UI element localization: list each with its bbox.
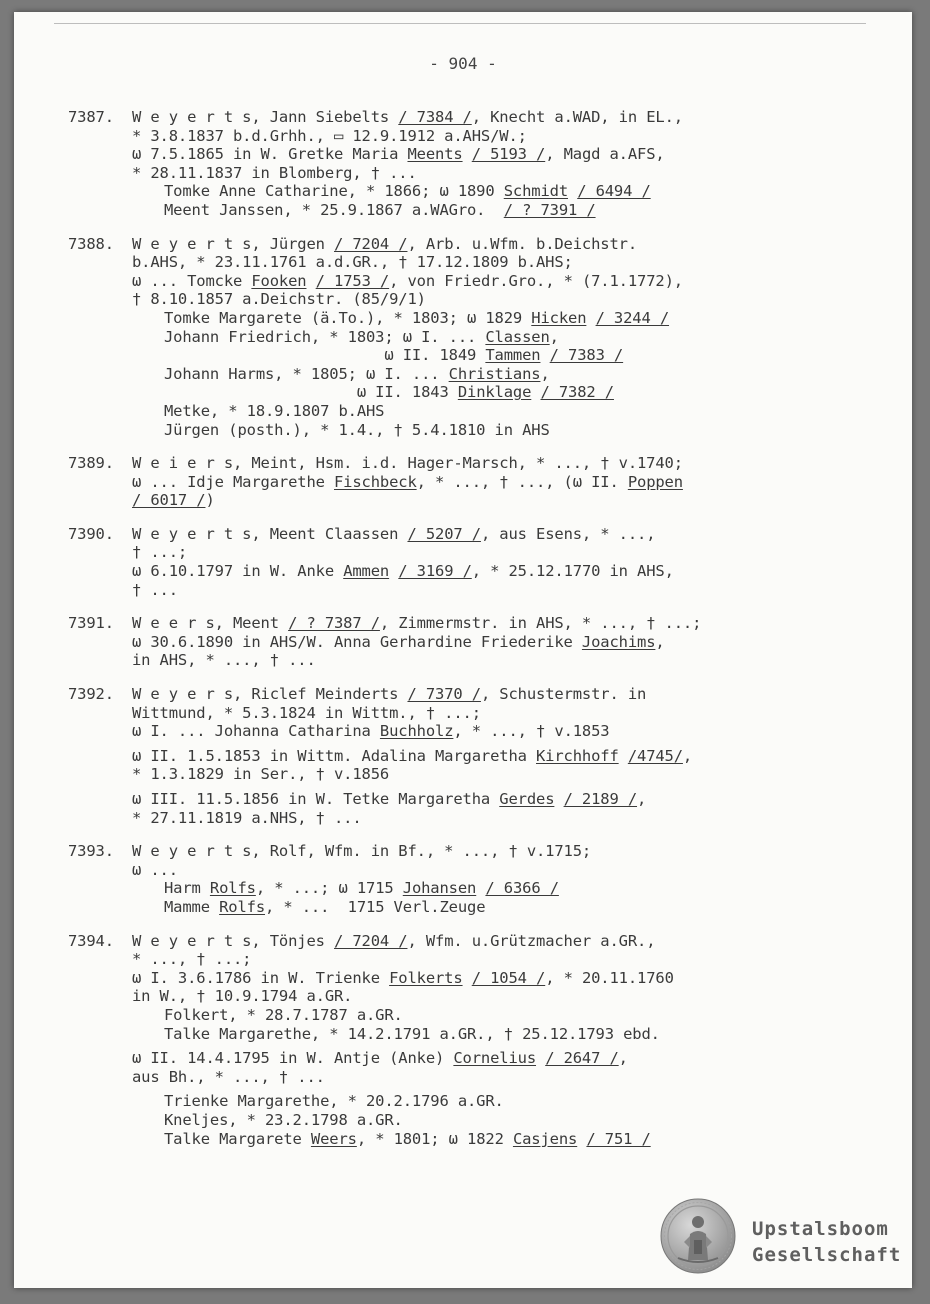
text-span: ω ... Tomcke — [132, 271, 252, 290]
underlined-ref: / 6017 / — [132, 491, 206, 510]
child-line — [132, 421, 868, 440]
underlined-ref: Buchholz — [379, 722, 454, 741]
underlined-ref: Gerdes — [499, 790, 555, 808]
text-span: ω II. 14.4.1795 in W. Antje (Anke) — [132, 1049, 454, 1068]
text-span: W e y e r t s, Rolf, Wfm. in Bf., * ..., † v.1715; — [132, 842, 592, 861]
entry-line — [132, 950, 868, 969]
entry-line — [132, 651, 868, 670]
entry-line — [132, 790, 868, 809]
text-span: Talke Margarete — [164, 1129, 311, 1148]
page-number: - 904 - — [429, 54, 497, 73]
entry-line — [132, 164, 868, 183]
text-span: ) — [205, 491, 215, 510]
entry-line — [132, 932, 868, 951]
text-span: Harm — [164, 879, 210, 898]
underlined-ref: / 5207 / — [407, 524, 481, 543]
text-span: † 8.10.1857 a.Deichstr. (85/9/1) — [132, 290, 426, 309]
child-line — [132, 365, 868, 384]
entry-line — [132, 127, 868, 146]
underlined-ref: / 3244 / — [595, 308, 670, 327]
child-line — [132, 1130, 868, 1149]
underlined-ref: Poppen — [627, 472, 683, 491]
underlined-ref: Dinklage — [457, 383, 532, 402]
underlined-ref: / 7204 / — [334, 234, 408, 253]
text-span — [540, 346, 549, 364]
text-span: Mamme — [164, 897, 220, 916]
text-span: , von Friedr.Gro., * (7.1.1772), — [389, 271, 683, 290]
text-span: * 28.11.1837 in Blomberg, † ... — [132, 163, 417, 182]
text-span: Trienke Margarethe, * 20.2.1796 a.GR. — [164, 1092, 504, 1111]
text-span: , Schustermstr. in — [480, 685, 647, 704]
underlined-ref: / 7384 / — [398, 108, 472, 126]
text-span: W e i e r s, Meint, Hsm. i.d. Hager-Marsch, * ..., † v.1740; — [132, 454, 683, 473]
entry-line — [132, 747, 868, 766]
underlined-ref: / 5193 / — [471, 145, 546, 164]
entry-7393 — [68, 842, 868, 916]
text-span: aus Bh., * ..., † ... — [132, 1067, 325, 1086]
entry-number: 7390. — [68, 524, 114, 543]
child-line — [132, 383, 868, 402]
text-span: W e e r s, Meent — [132, 614, 289, 633]
underlined-ref: /4745/ — [627, 746, 683, 765]
text-span: , * 20.11.1760 — [545, 968, 674, 987]
text-span: Wittmund, * 5.3.1824 in Wittm., † ...; — [132, 703, 481, 722]
text-span: W e y e r t s, Jürgen — [132, 234, 334, 253]
text-span: † ...; — [132, 543, 188, 562]
text-span: , Zimmermstr. in AHS, * ..., † ...; — [379, 614, 702, 633]
text-span: Talke Margarethe, * 14.2.1791 a.GR., † 25.12.1793 ebd. — [164, 1024, 660, 1043]
child-line — [132, 1111, 868, 1130]
text-span — [389, 562, 398, 580]
text-span: W e y e r t s, Tönjes — [132, 931, 334, 950]
entry-line — [132, 235, 868, 254]
entry-number: 7387. — [68, 108, 114, 126]
document-page — [14, 12, 912, 1288]
underlined-ref: Folkerts — [389, 968, 463, 987]
child-line — [132, 898, 868, 917]
entry-line — [132, 861, 868, 880]
child-line — [132, 346, 868, 365]
text-span: , * 1801; ω 1822 — [356, 1129, 513, 1148]
text-span: W e y e r t s, Jann Siebelts — [132, 108, 399, 126]
underlined-ref: Hicken — [531, 308, 587, 327]
brand-line-1: Upstalsboom — [752, 1218, 889, 1240]
entry-number: 7392. — [68, 685, 114, 704]
entry-line — [132, 614, 868, 633]
entry-number: 7391. — [68, 614, 114, 633]
underlined-ref: / 2647 / — [545, 1049, 619, 1068]
entry-number: 7388. — [68, 234, 114, 253]
underlined-ref: Tammen — [485, 346, 541, 365]
entry-line — [132, 809, 868, 828]
text-span: ω ... — [132, 860, 178, 879]
child-line — [132, 328, 868, 347]
underlined-ref: / ? 7391 / — [503, 200, 596, 219]
text-span: Kneljes, * 23.2.1798 a.GR. — [164, 1110, 403, 1129]
text-span: , * ..., † v.1853 — [453, 722, 610, 741]
top-rule — [54, 23, 866, 24]
text-span: ω III. 11.5.1856 in W. Tetke Margaretha — [132, 790, 500, 808]
entry-line — [132, 722, 868, 741]
child-line — [132, 201, 868, 220]
underlined-ref: / 3169 / — [398, 562, 472, 581]
entry-7388 — [68, 235, 868, 440]
text-span: , * ..., † ..., (ω II. — [416, 472, 628, 491]
underlined-ref: / ? 7387 / — [288, 614, 380, 633]
underlined-ref: / 7204 / — [334, 931, 408, 950]
text-span: ω I. ... Johanna Catharina — [132, 722, 380, 741]
text-span: , — [549, 327, 559, 346]
text-span — [463, 145, 472, 163]
entry-number: 7393. — [68, 842, 114, 861]
entry-7387 — [68, 108, 868, 220]
text-span: W e y e r t s, Meent Claassen — [132, 524, 408, 543]
text-span: ω ... Idje Margarethe — [132, 472, 334, 491]
genealogy-entries — [68, 108, 868, 1163]
underlined-ref: Schmidt — [503, 182, 569, 201]
entry-line — [132, 543, 868, 562]
entry-number: 7394. — [68, 931, 114, 950]
brand-name — [752, 1216, 901, 1268]
text-span: Metke, * 18.9.1807 b.AHS — [164, 401, 385, 420]
underlined-ref: Fooken — [251, 271, 307, 290]
text-span — [619, 747, 628, 765]
text-span: , — [682, 746, 693, 765]
text-span — [463, 969, 472, 987]
entry-line — [132, 685, 868, 704]
text-span: ω I. 3.6.1786 in W. Trienke — [132, 968, 390, 987]
entry-line — [132, 1049, 868, 1068]
text-span: , aus Esens, * ..., — [480, 524, 656, 543]
text-span: Tomke Margarete (ä.To.), * 1803; ω 1829 — [164, 308, 532, 327]
child-line — [132, 1006, 868, 1025]
child-line — [132, 309, 868, 328]
entry-7394 — [68, 932, 868, 1149]
entry-line — [132, 765, 868, 784]
text-span: ω II. 1.5.1853 in Wittm. Adalina Margaretha — [132, 746, 536, 765]
child-line — [132, 879, 868, 898]
entry-line — [132, 454, 868, 473]
text-span: * ..., † ...; — [132, 950, 252, 969]
entry-line — [132, 525, 868, 544]
text-span: * 3.8.1837 b.d.Grhh., ▭ 12.9.1912 a.AHS/W.; — [132, 126, 527, 145]
text-span — [586, 309, 595, 327]
underlined-ref: Johansen — [402, 879, 477, 898]
text-span: ω 30.6.1890 in AHS/W. Anna Gerhardine Friederike — [132, 632, 582, 651]
underlined-ref: / 6366 / — [485, 879, 559, 898]
underlined-ref: / 1753 / — [315, 271, 390, 290]
underlined-ref: Fischbeck — [334, 472, 417, 491]
text-span: , Magd a.AFS, — [545, 145, 665, 164]
text-span — [306, 272, 315, 290]
entry-7392 — [68, 685, 868, 827]
entry-line — [132, 272, 868, 291]
underlined-ref: / 7382 / — [540, 383, 614, 402]
brand-line-2: Gesellschaft — [752, 1244, 902, 1266]
entry-line — [132, 1068, 868, 1087]
seal-logo-icon — [660, 1198, 736, 1274]
text-span — [568, 182, 577, 200]
text-span: ω II. 1843 — [164, 383, 458, 402]
text-span: in W., † 10.9.1794 a.GR. — [132, 987, 353, 1006]
text-span: † ... — [132, 580, 178, 599]
entry-line — [132, 704, 868, 723]
text-span: Johann Harms, * 1805; ω I. ... — [164, 364, 449, 383]
text-span: , Wfm. u.Grützmacher a.GR., — [407, 931, 656, 950]
entry-line — [132, 842, 868, 861]
underlined-ref: Christians — [448, 364, 541, 383]
entry-number: 7389. — [68, 454, 114, 473]
entry-line — [132, 969, 868, 988]
text-span: Tomke Anne Catharine, * 1866; ω 1890 — [164, 182, 504, 201]
underlined-ref: Kirchhoff — [536, 746, 619, 765]
text-span: , * ... 1715 Verl.Zeuge — [265, 897, 486, 916]
entry-line — [132, 473, 868, 492]
underlined-ref: Joachims — [581, 632, 656, 651]
entry-7389 — [68, 454, 868, 510]
text-span: * 1.3.1829 in Ser., † v.1856 — [132, 765, 390, 784]
entry-line — [132, 562, 868, 581]
entry-line — [132, 108, 868, 127]
child-line — [132, 1025, 868, 1044]
text-span: Folkert, * 28.7.1787 a.GR. — [164, 1005, 403, 1024]
entry-line — [132, 633, 868, 652]
entry-line — [132, 253, 868, 272]
text-span: , Knecht a.WAD, in EL., — [471, 108, 683, 126]
entry-line — [132, 987, 868, 1006]
underlined-ref: / 6494 / — [577, 182, 651, 201]
entry-line — [132, 581, 868, 600]
text-span — [554, 790, 563, 808]
text-span: W e y e r s, Riclef Meinderts — [132, 685, 408, 704]
underlined-ref: / 7383 / — [549, 346, 624, 365]
child-line — [132, 182, 868, 201]
entry-line — [132, 145, 868, 164]
entry-line — [132, 290, 868, 309]
text-span: ω II. 1849 — [164, 346, 486, 365]
underlined-ref: / 751 / — [586, 1129, 651, 1148]
text-span: , * ...; ω 1715 — [255, 879, 403, 898]
underlined-ref: / 1054 / — [471, 968, 546, 987]
entry-7390 — [68, 525, 868, 599]
text-span: , — [655, 632, 665, 651]
underlined-ref: Rolfs — [219, 897, 266, 916]
underlined-ref: Rolfs — [209, 879, 256, 898]
text-span — [536, 1049, 545, 1067]
underlined-ref: Casjens — [512, 1129, 578, 1148]
text-span: Meent Janssen, * 25.9.1867 a.WAGro. — [164, 200, 504, 219]
text-span: , — [540, 364, 550, 383]
text-span: Jürgen (posth.), * 1.4., † 5.4.1810 in AHS — [164, 420, 550, 439]
underlined-ref: Meents — [407, 145, 463, 164]
child-line — [132, 1092, 868, 1111]
underlined-ref: Weers — [310, 1129, 357, 1148]
text-span: ω 7.5.1865 in W. Gretke Maria — [132, 145, 408, 164]
child-line — [132, 402, 868, 421]
entry-7391 — [68, 614, 868, 670]
text-span: b.AHS, * 23.11.1761 a.d.GR., † 17.12.1809 b.AHS; — [132, 253, 573, 272]
entry-line — [132, 491, 868, 510]
text-span: , — [618, 1049, 628, 1068]
underlined-ref: Ammen — [343, 562, 390, 581]
text-span: Johann Friedrich, * 1803; ω I. ... — [164, 327, 486, 346]
text-span: ω 6.10.1797 in W. Anke — [132, 562, 344, 581]
text-span: , * 25.12.1770 in AHS, — [471, 562, 674, 581]
text-span: , — [637, 790, 647, 808]
text-span: in AHS, * ..., † ... — [132, 651, 316, 670]
underlined-ref: Cornelius — [453, 1049, 537, 1068]
text-span: , Arb. u.Wfm. b.Deichstr. — [407, 234, 638, 253]
underlined-ref: / 2189 / — [563, 790, 638, 808]
underlined-ref: Classen — [485, 327, 550, 346]
text-span: * 27.11.1819 a.NHS, † ... — [132, 808, 362, 827]
underlined-ref: / 7370 / — [407, 685, 481, 704]
